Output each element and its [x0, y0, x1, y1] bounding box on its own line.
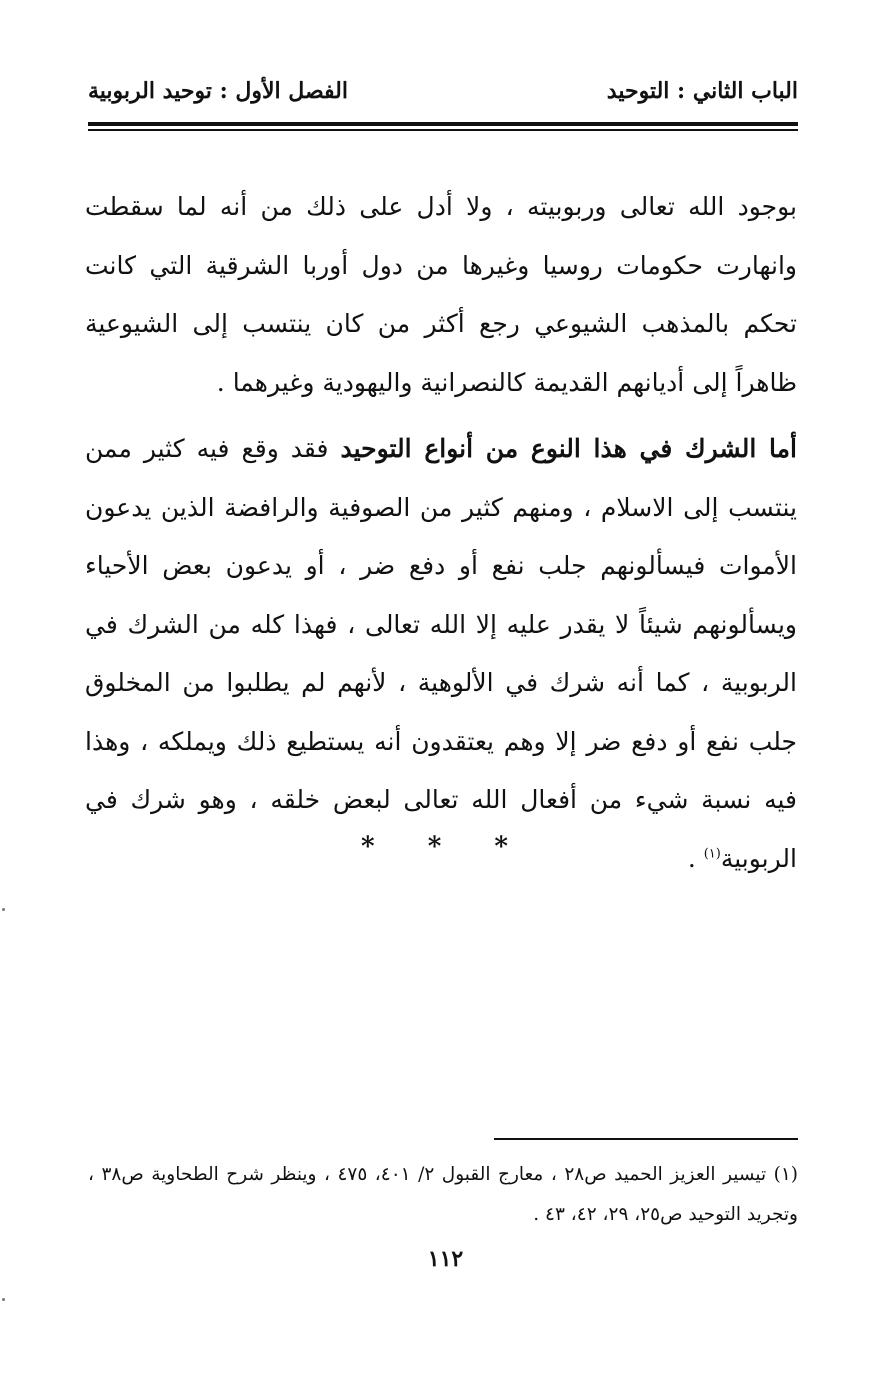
scan-speck	[2, 908, 5, 911]
footnote-reference: (١)	[703, 846, 721, 862]
paragraph-lead-bold: أما الشرك في هذا النوع من أنواع التوحيد	[340, 434, 798, 463]
paragraph-1-text: بوجود الله تعالى وربوبيته ، ولا أدل على ذلك من أنه لما سقطت وانهارت حكومات روسيا وغيرها من دول أوربا الشرقية التي كانت تحكم بالمذهب الشيوعي رجع أكثر من كان ينتسب إلى الشيوعية ظاهراً إلى أديانهم القديمة كالنصرانية واليهودية وغيرهما .	[85, 192, 797, 397]
footnote	[88, 1155, 798, 1235]
chapter-title: الباب الثاني : التوحيد	[606, 78, 798, 104]
scan-speck	[2, 1298, 5, 1301]
header-rule-thin	[88, 129, 798, 131]
running-header	[88, 78, 798, 118]
paragraph	[85, 420, 797, 888]
section-separator: * * *	[361, 832, 530, 862]
page-number: ١١٢	[427, 1246, 464, 1272]
paragraph-2-end: .	[687, 843, 704, 873]
header-rule-thick	[88, 122, 798, 126]
main-text	[85, 178, 797, 888]
paragraph	[85, 178, 797, 412]
section-title: الفصل الأول : توحيد الربوبية	[88, 78, 348, 104]
footnote-rule	[494, 1138, 798, 1140]
footnote-text: (١) تيسير العزيز الحميد ص٢٨ ، معارج القبول ٢/ ٤٠١، ٤٧٥ ، وينظر شرح الطحاوية ص٣٨ ، وتجريد التوحيد ص٢٥، ٢٩، ٤٢، ٤٣ .	[88, 1164, 798, 1225]
paragraph-2-text: فقد وقع فيه كثير ممن ينتسب إلى الاسلام ، ومنهم كثير من الصوفية والرافضة الذين يدعون الأموات فيسألونهم جلب نفع أو دفع ضر ، أو يدعون بعض الأحياء ويسألونهم شيئاً لا يقدر عليه إلا الله تعالى ، فهذا كله من الشرك في الربوبية ، كما أنه شرك في الألوهية ، لأنهم لم يطلبوا من المخلوق جلب نفع أو دفع ضر إلا وهم يعتقدون أنه يستطيع ذلك ويملكه ، وهذا فيه نسبة شيء من أفعال الله تعالى لبعض خلقه ، وهو شرك في الربوبية	[85, 434, 797, 873]
